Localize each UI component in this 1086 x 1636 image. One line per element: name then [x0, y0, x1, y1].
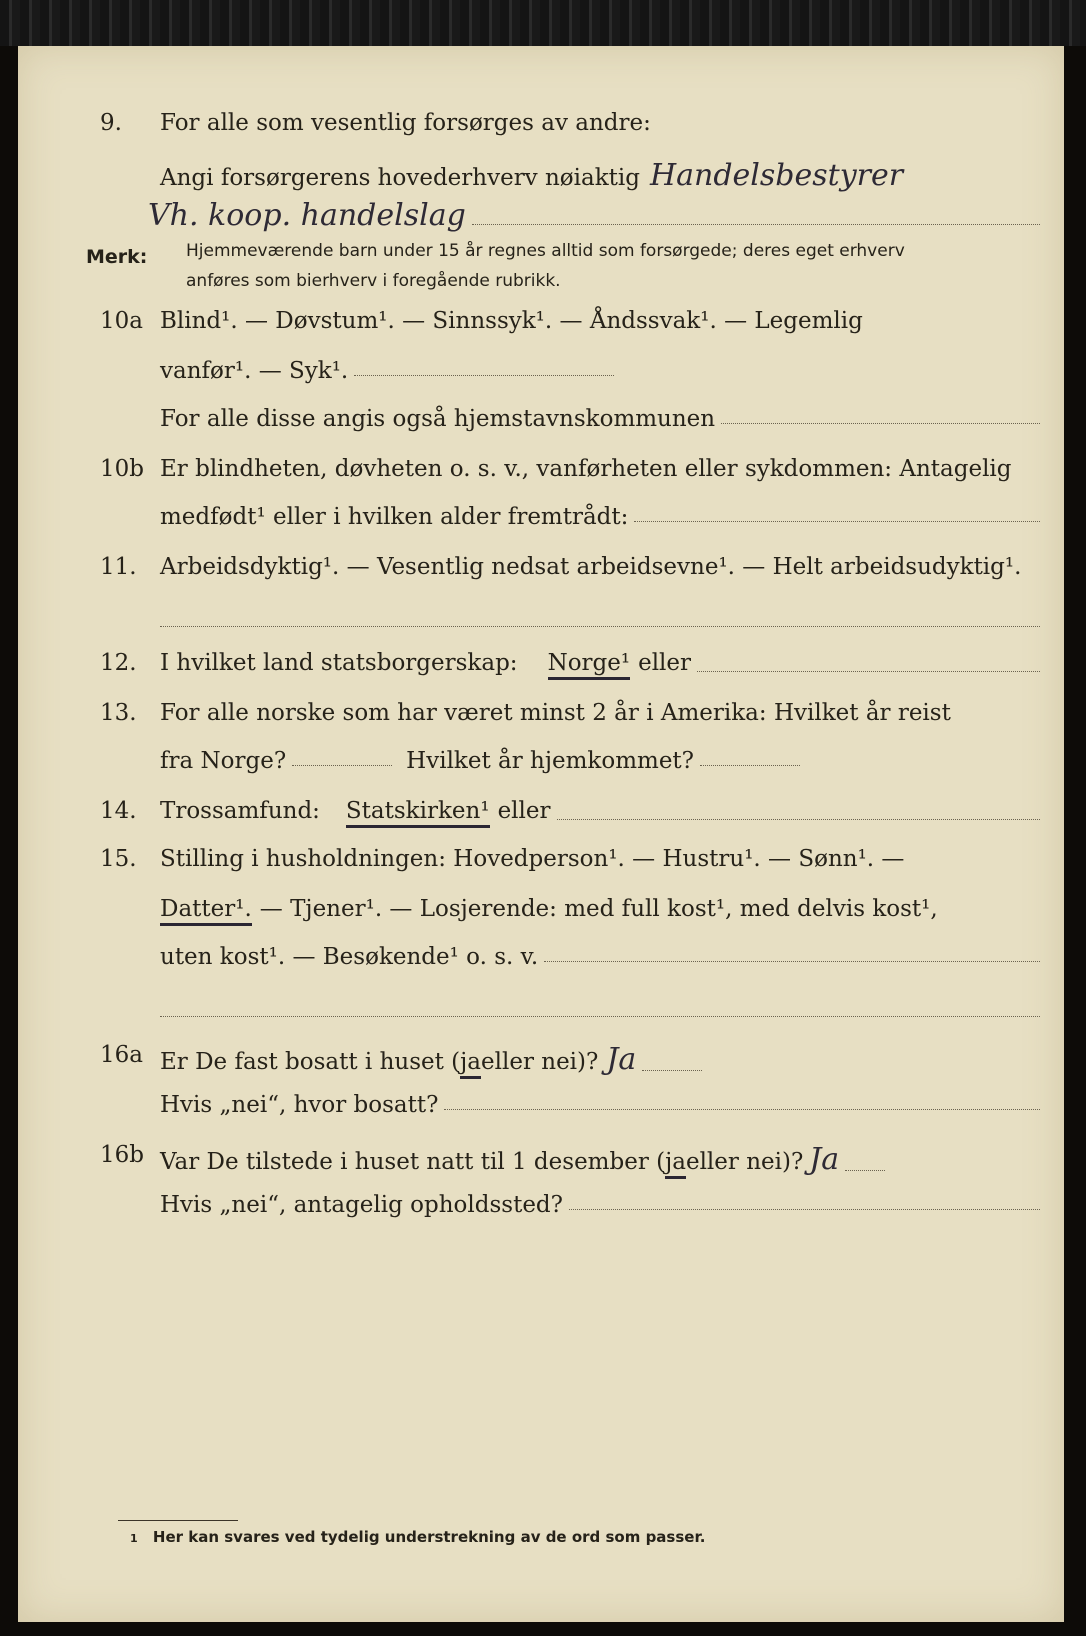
note-line: anføres som bierhverv i foregående rubrikk.	[186, 271, 561, 291]
question-number: 16b	[100, 1142, 144, 1168]
question-text: uten kost¹. — Besøkende¹ o. s. v.	[160, 944, 539, 970]
question-text: — Tjener¹. — Losjerende: med full kost¹, med delvis kost¹,	[259, 896, 938, 922]
question-9	[18, 110, 1040, 150]
note-line: Hjemmeværende barn under 15 år regnes alltid som forsørgede; deres eget erhverv	[186, 241, 905, 261]
question-16b	[18, 1142, 1040, 1182]
underlined-choice: ja	[665, 1149, 686, 1179]
underlined-choice: Norge¹	[548, 650, 631, 680]
handwritten-answer: Vh. koop. handelslag	[148, 198, 466, 233]
answer-dotted-line	[721, 422, 1040, 424]
question-text: eller	[497, 798, 551, 824]
question-10a	[18, 308, 1040, 348]
question-number: 10a	[100, 308, 143, 334]
answer-dotted-line	[444, 1108, 1040, 1110]
answer-dotted-line	[354, 374, 614, 376]
footnote-rule	[118, 1520, 238, 1521]
question-text: fra Norge?	[160, 748, 287, 774]
question-text: Hvis „nei“, antagelig opholdssted?	[160, 1192, 563, 1218]
answer-dotted-line	[642, 1069, 702, 1071]
question-number: 15.	[100, 846, 137, 872]
question-number: 14.	[100, 798, 137, 824]
question-9-line-2	[18, 158, 1040, 198]
question-text: eller nei)?	[481, 1049, 599, 1075]
question-15-line-3	[18, 944, 1040, 984]
question-10b-line-2	[18, 504, 1040, 544]
question-text: Stilling i husholdningen: Hovedperson¹. — Hustru¹. — Sønn¹. —	[160, 846, 905, 872]
question-10a-line-3	[18, 406, 1040, 446]
underlined-choice: Statskirken¹	[346, 798, 490, 828]
question-text: For alle som vesentlig forsørges av andre:	[160, 110, 651, 136]
question-text: Er blindheten, døvheten o. s. v., vanførheten eller sykdommen: Antagelig	[160, 456, 1012, 482]
question-text: medfødt¹ eller i hvilken alder fremtrådt:	[160, 504, 629, 530]
answer-dotted-line	[697, 670, 1040, 672]
question-text: Er De fast bosatt i huset (	[160, 1049, 461, 1075]
question-text: Arbeidsdyktig¹. — Vesentlig nedsat arbeidsevne¹. — Helt arbeidsudyktig¹.	[160, 554, 1022, 580]
census-form-page	[18, 46, 1064, 1622]
answer-dotted-line	[292, 764, 392, 766]
question-text: Hvilket år hjemkommet?	[406, 748, 695, 774]
question-text: For alle norske som har været minst 2 år i Amerika: Hvilket år reist	[160, 700, 951, 726]
answer-dotted-line	[634, 520, 1040, 522]
footnote	[130, 1528, 705, 1546]
question-15	[18, 846, 1040, 886]
film-edge-strip	[0, 0, 1086, 46]
question-number: 12.	[100, 650, 137, 676]
question-text: Hvis „nei“, hvor bosatt?	[160, 1092, 439, 1118]
question-text: eller nei)?	[685, 1149, 804, 1175]
question-10a-line-2	[18, 358, 1040, 398]
answer-dotted-line	[472, 223, 1040, 225]
note-text	[186, 236, 905, 296]
question-number: 13.	[100, 700, 137, 726]
answer-dotted-line	[160, 1016, 1040, 1017]
question-11	[18, 554, 1040, 594]
question-text: Trossamfund:	[160, 798, 320, 824]
question-14	[18, 798, 1040, 838]
question-12	[18, 650, 1040, 690]
question-text: eller	[638, 650, 692, 676]
answer-dotted-line	[845, 1169, 885, 1171]
handwritten-answer: Ja	[809, 1142, 840, 1177]
question-16b-line-2	[18, 1192, 1040, 1232]
answer-dotted-line	[557, 818, 1041, 820]
underlined-choice: ja	[460, 1049, 481, 1079]
question-number: 10b	[100, 456, 144, 482]
question-13-line-2	[18, 748, 1040, 788]
answer-dotted-line	[569, 1208, 1040, 1210]
question-text: Blind¹. — Døvstum¹. — Sinnssyk¹. — Åndssvak¹. — Legemlig	[160, 308, 863, 334]
footnote-mark: 1	[130, 1532, 138, 1545]
question-number: 16a	[100, 1042, 143, 1068]
answer-dotted-line	[544, 960, 1040, 962]
question-text: vanfør¹. — Syk¹.	[160, 358, 349, 384]
question-text: Angi forsørgerens hovederhverv nøiaktig	[160, 165, 640, 191]
answer-dotted-line	[160, 626, 1040, 627]
question-text: Var De tilstede i huset natt til 1 desember (	[160, 1149, 666, 1175]
question-text: For alle disse angis også hjemstavnskommunen	[160, 406, 716, 432]
question-10b	[18, 456, 1040, 496]
question-text: I hvilket land statsborgerskap:	[160, 650, 518, 676]
question-13	[18, 700, 1040, 740]
question-16a	[18, 1042, 1040, 1082]
handwritten-answer: Handelsbestyrer	[649, 158, 904, 193]
answer-dotted-line	[700, 764, 800, 766]
question-16a-line-2	[18, 1092, 1040, 1132]
question-15-line-2	[18, 896, 1040, 936]
question-number: 11.	[100, 554, 137, 580]
note-label: Merk:	[86, 246, 148, 268]
handwritten-answer: Ja	[606, 1042, 637, 1077]
footnote-text: Her kan svares ved tydelig understrekning av de ord som passer.	[152, 1528, 706, 1546]
question-number: 9.	[100, 110, 122, 136]
underlined-choice: Datter¹.	[160, 896, 252, 926]
